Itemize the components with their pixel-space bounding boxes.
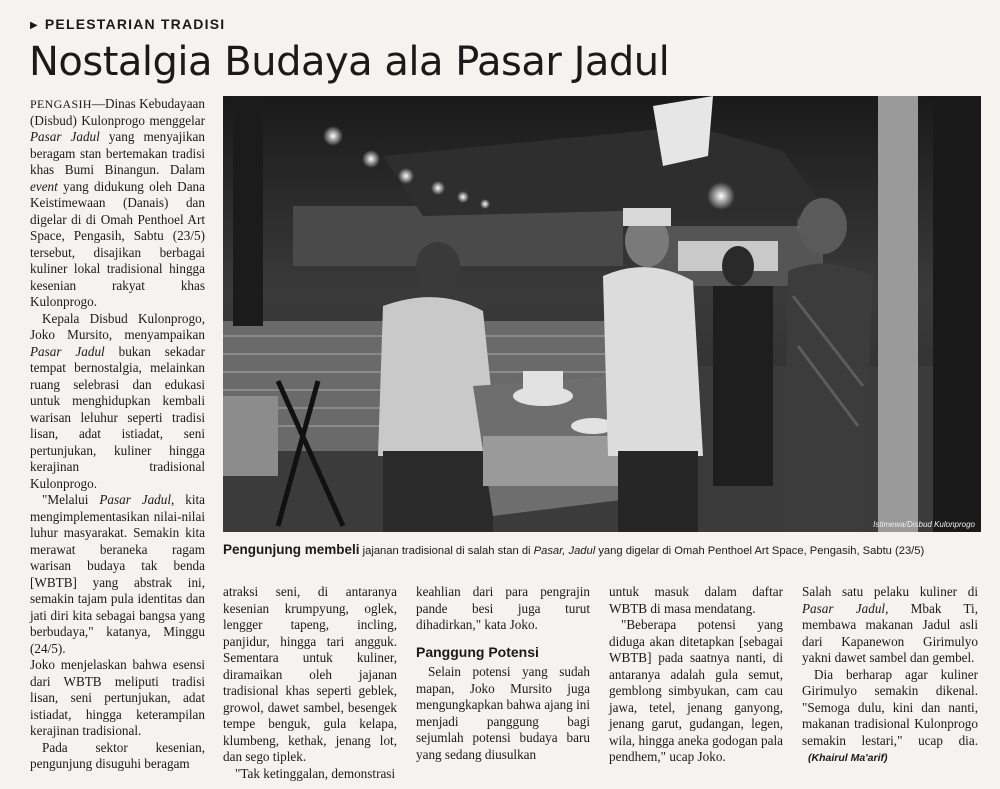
text-run: , kita mengimplementasikan nilai-nilai luhur masyarakat. Semakin kita merawat beraneka ragam warisan budaya tak benda [WBTB] yang abstrak ini, semakin tajam pula identitas dan jati diri kita sebagai bangsa yang berbudaya," katanya, Minggu (24/5). [30,492,206,656]
paragraph: Selain potensi yang sudah mapan, Joko Mursito juga mengungkapkan bahwa ajang ini menjadi panggung bagi sejumlah potensi budaya baru yang sedang diusulkan [416,664,590,762]
photo-credit: Istimewa/Disbud Kulonprogo [873,520,975,529]
photo-caption [223,543,981,558]
text-run: "Melalui [42,492,100,507]
italic-run: Pasar Jadul [30,343,105,359]
text-run: yang menyajikan beragam stan bertemakan tradisi khas Bumi Binangun. Dalam [30,129,206,177]
article-column-2 [223,584,397,782]
caption-text: jajanan tradisional di salah stan di [359,545,534,557]
caption-text: yang digelar di Omah Penthoel Art Space, Pengasih, Sabtu (23/5) [595,545,925,557]
italic-run: event [30,178,58,194]
italic-run: Pasar Jadul [30,129,100,144]
article-column-4 [609,584,783,766]
italic-run: Pasar Jadul [802,600,886,616]
paragraph [30,96,205,311]
paragraph: "Beberapa potensi yang diduga akan ditetapkan [sebagai WBTB] pada saatnya nanti, di antaranya adalah gula semut, gemblong simbyukan, cam cau jawa, tetel, jenang ganyong, jenang garut, gudangan, legen, wila, hingga aneka godogan pala pendhem," ucap Joko. [609,617,783,764]
paragraph [30,492,205,657]
byline: (Khairul Ma'arif) [808,752,888,764]
paragraph: "Tak ketinggalan, demonstrasi [235,765,396,781]
article-column-5 [802,584,978,767]
rubric-label: PELESTARIAN TRADISI [44,16,226,32]
paragraph: Joko menjelaskan bahwa esensi dari WBTB meliputi tradisi lisan, seni pertunjukan, adat istiadat, hingga keterampilan kerajinan tradisional. [30,657,205,738]
subheading: Panggung Potensi [416,643,539,660]
text-run: , Mbak Ti, membawa makanan Jadul asli dari Kapanewon Girimulyo yakni dawet sambel dan gembel. [802,600,978,665]
headline: Nostalgia Budaya ala Pasar Jadul [29,39,670,85]
caption-lead: Pengunjung membeli [223,542,360,557]
dateline: PENGASIH [30,97,92,111]
paragraph: Pada sektor kesenian, pengunjung disuguhi beragam [30,739,205,771]
article-column-1 [30,96,205,773]
text-run: —Dinas Kebudayaan (Disbud) Kulonprogo menggelar [30,96,205,128]
paragraph: keahlian dari para pengrajin pande besi juga turut dihadirkan," kata Joko. [416,584,590,632]
text-run: bukan sekadar tempat bernostalgia, melainkan ruang selebrasi dan edukasi untuk menghidupkan kembali warisan leluhur seperti tradisi lisan, adat istiadat, seni pertunjukan, kuliner hingga kerajinan tradisional Kulonprogo. [30,343,205,491]
italic-run: Pasar Jadul [99,492,172,507]
paragraph [30,311,205,493]
article-column-3 [416,584,590,763]
caption-italic: Pasar, Jadul [533,545,596,557]
photo-scene [223,96,981,532]
paragraph: atraksi seni, di antaranya kesenian krumpyung, oglek, lengger tapeng, incling, panjidur, hingga tari angguk. Sementara untuk kuliner, diramaikan oleh jajanan tradisional khas seperti geblek, growol, dawet sambel, besengek tempe benguk, gula kelapa, klumbeng, kethak, jenang lot, dan sego tiplek. [223,584,397,764]
paragraph [802,667,978,767]
text-run: Dia berharap agar kuliner Girimulyo semakin dikenal. "Semoga dulu, kini dan nanti, makanan tradisional Kulonprogo semakin lestari," ucap dia. [802,666,978,748]
paragraph: untuk masuk dalam daftar WBTB di masa mendatang. [609,584,783,616]
rubric [30,16,225,32]
paragraph [802,584,978,667]
text-run: yang didukung oleh Dana Keistimewaan (Danais) dan digelar di di Omah Penthoel Art Space, Pengasih, Sabtu (23/5) tersebut, disajikan berbagai kuliner lokal tradisional hingga kesenian rakyat khas Kulonprogo. [30,178,205,309]
news-photo [223,96,981,532]
text-run: Salah satu pelaku kuliner di [802,584,978,599]
triangle-icon: ▶ [30,20,39,31]
text-run: Kepala Disbud Kulonprogo, Joko Mursito, menyampaikan [30,310,205,342]
